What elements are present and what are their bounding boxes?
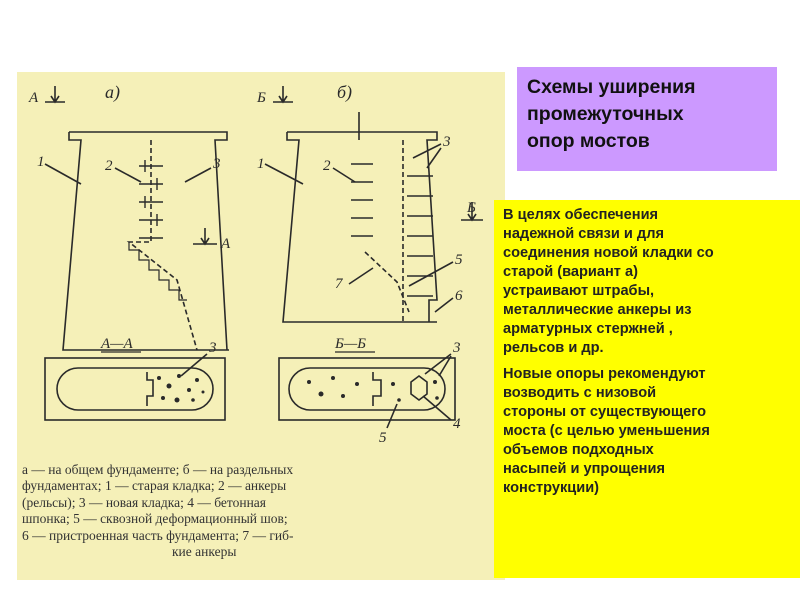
leader-2-a <box>115 168 141 182</box>
text-line: объемов подходных <box>503 442 654 458</box>
num-7-b: 7 <box>335 276 343 292</box>
section-b-plan <box>289 368 445 410</box>
anchors-b <box>351 164 433 296</box>
num-2-a: 2 <box>105 158 113 174</box>
text-line: возводить с низовой <box>503 385 657 401</box>
num-4-section-b: 4 <box>453 416 461 432</box>
section-b-joint <box>373 372 381 406</box>
text-line: старой (вариант а) <box>503 264 638 280</box>
section-a-title: А—А <box>101 336 133 352</box>
num-5-section-b: 5 <box>379 430 387 446</box>
section-arrow-a-right <box>193 228 217 244</box>
text-line: соединения новой кладки со <box>503 245 714 261</box>
text-line: насыпей и упрощения <box>503 461 665 477</box>
paragraph-recommendation <box>503 365 792 498</box>
paragraph-anchoring <box>503 206 792 358</box>
section-a-hatch <box>157 374 205 403</box>
section-arrow-b-top <box>273 86 293 102</box>
num-3-b: 3 <box>443 134 451 150</box>
leader-3-a <box>185 168 211 182</box>
caption-line: (рельсы); 3 — новая кладка; 4 — бетонная <box>22 494 266 510</box>
text-line: арматурных стержней , <box>503 321 673 337</box>
text-line: стороны от существующего <box>503 404 707 420</box>
description-box <box>494 200 800 578</box>
text-line: надежной связи и для <box>503 226 664 242</box>
section-a-joint <box>147 372 153 406</box>
leader-1-a <box>45 164 81 184</box>
pier-a-stepped-joint <box>129 140 197 350</box>
leader-2-b <box>333 168 355 182</box>
text-line: устраивают штрабы, <box>503 283 655 299</box>
caption-line: фундаментах; 1 — старая кладка; 2 — анкеры <box>22 478 287 494</box>
section-b-title: Б—Б <box>335 336 367 352</box>
pier-a-steps <box>129 242 187 300</box>
num-5-b: 5 <box>455 252 463 268</box>
num-3-a: 3 <box>213 156 221 172</box>
figure-scan <box>17 72 505 580</box>
section-mark-b-right: Б <box>467 200 476 216</box>
section-mark-a-top: А <box>29 90 39 106</box>
caption-line: шпонка; 5 — сквозной деформационный шов; <box>22 511 288 527</box>
section-mark-a-right: А <box>221 236 231 252</box>
slide-title <box>517 67 777 171</box>
leader-5-section-b <box>387 404 397 428</box>
num-3-section-a: 3 <box>209 340 217 356</box>
text-line: моста (с целью уменьшения <box>503 423 710 439</box>
label-variant-b: б) <box>337 82 353 102</box>
text-line: металлические анкеры из <box>503 302 692 318</box>
title-line: Схемы уширения <box>527 76 696 98</box>
section-mark-b-top: Б <box>257 90 266 106</box>
text-line: конструкции) <box>503 480 600 496</box>
caption-line: кие анкеры <box>172 544 237 560</box>
num-1-a: 1 <box>37 154 45 170</box>
num-3-section-b: 3 <box>453 340 461 356</box>
section-arrow-a-top <box>45 86 65 102</box>
text-line: Новые опоры рекомендуют <box>503 366 706 382</box>
caption-line: 6 — пристроенная часть фундамента; 7 — гиб- <box>22 527 294 543</box>
leader-5-b <box>409 262 453 286</box>
pier-b-outline <box>283 132 437 322</box>
label-variant-a: а) <box>105 82 120 102</box>
text-line: В целях обеспечения <box>503 207 659 223</box>
figure-caption <box>22 462 492 560</box>
num-1-b: 1 <box>257 156 265 172</box>
num-2-b: 2 <box>323 158 331 174</box>
text-line: рельсов и др. <box>503 340 604 356</box>
title-line: опор мостов <box>527 130 650 152</box>
title-line: промежуточных <box>527 103 684 125</box>
pier-a-outline <box>63 132 229 350</box>
leader-7-b <box>349 268 373 284</box>
caption-line: а — на общем фундаменте; б — на раздельных <box>22 462 294 477</box>
num-6-b: 6 <box>455 288 463 304</box>
